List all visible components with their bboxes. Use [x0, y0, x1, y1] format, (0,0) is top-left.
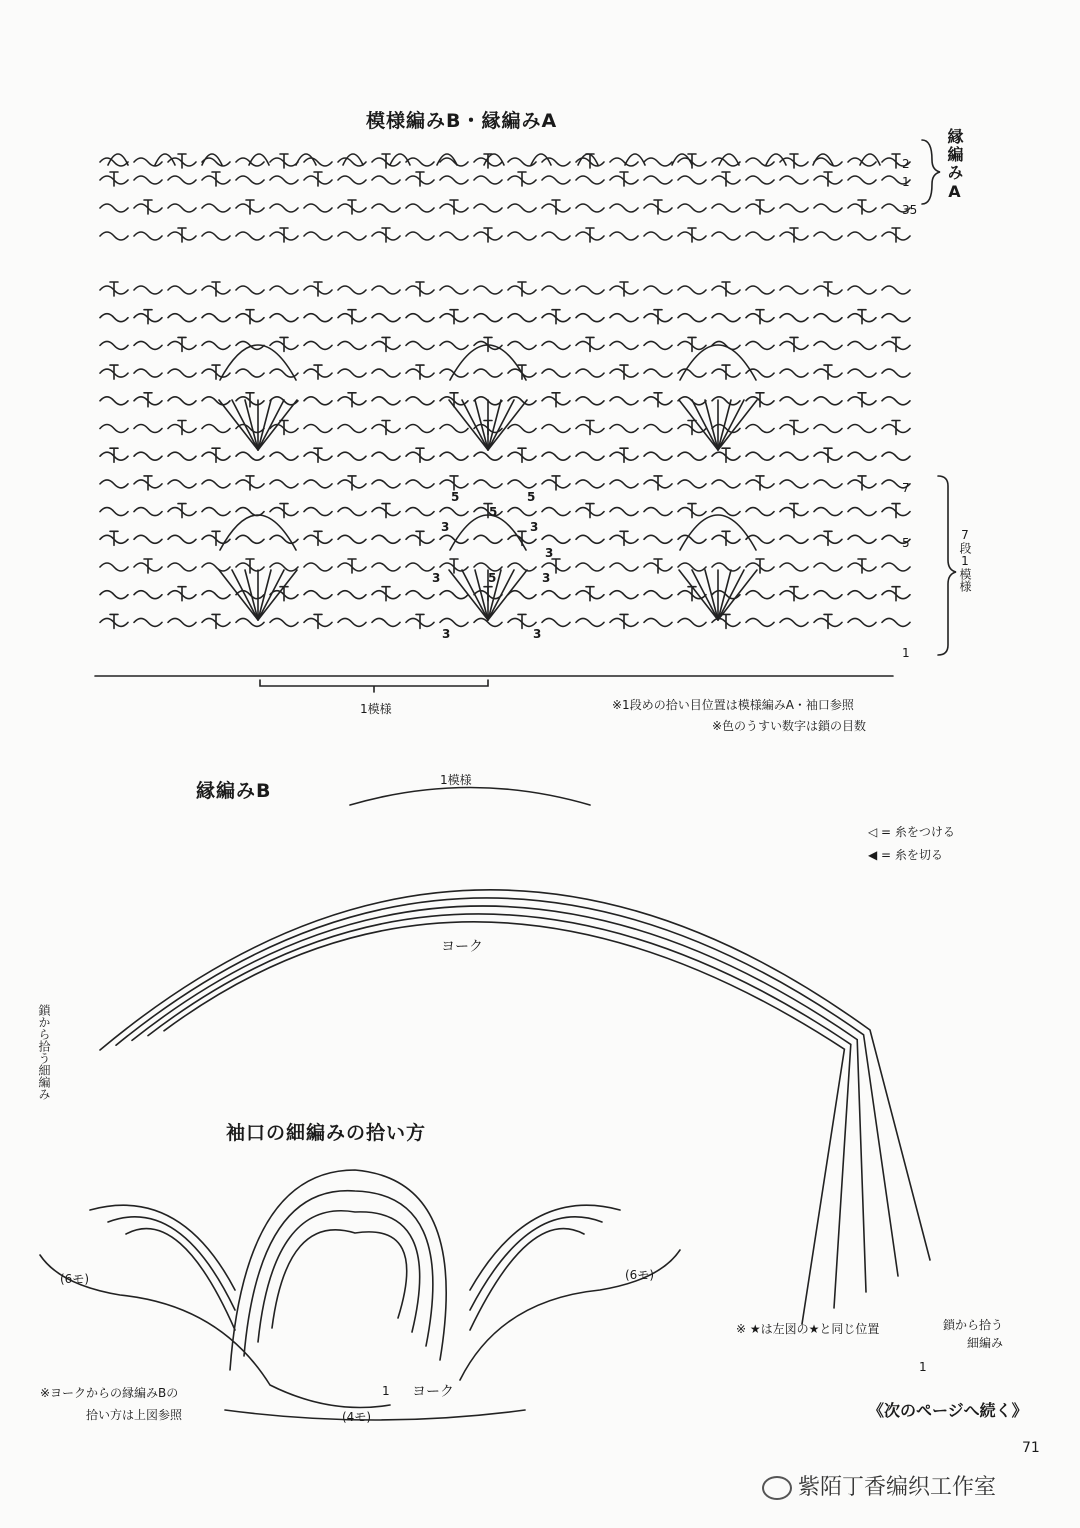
watermark: [762, 1470, 996, 1501]
edge-b-arch: [100, 890, 930, 1324]
sleeve-note-1: ※ヨークからの縁編みBの: [40, 1386, 179, 1400]
count-label: 3: [545, 546, 554, 560]
count-label: 3: [542, 571, 551, 585]
pineapple-motif: [679, 515, 757, 620]
chart-row: [100, 476, 910, 490]
row-marker-1b: 1: [902, 646, 910, 660]
row-marker-1: 1: [902, 175, 910, 189]
repeat-label: 7段1模様: [958, 528, 972, 592]
right-count: 1: [919, 1360, 927, 1374]
chart-row: [100, 531, 910, 545]
edge-b-top-bracket: [350, 788, 590, 806]
count-label: 3: [530, 520, 539, 534]
legend-cut: ◀ = 糸を切る: [868, 848, 943, 862]
count-label: 5: [489, 505, 498, 519]
pineapple-motif: [219, 345, 297, 450]
row-marker-7: 7: [902, 481, 910, 495]
count-label: 5: [451, 490, 460, 504]
chart-row: [100, 337, 910, 351]
sleeve-yoke-label: ヨーク: [412, 1384, 454, 1400]
sleeve-left-count: (6モ): [60, 1272, 89, 1286]
chart-b-repeat-bottom-label: 1模様: [360, 702, 392, 716]
row-marker-2: 2: [902, 157, 910, 171]
chart-b-side-label: 縁編みA: [945, 128, 964, 203]
count-label: 3: [432, 571, 441, 585]
chart-row: [100, 504, 910, 518]
row-marker-35: 35: [902, 203, 918, 217]
chart-row: [100, 200, 910, 214]
edge-b-left-vertical: 鎖から拾う細編み: [37, 1004, 51, 1100]
chart-row: [100, 559, 910, 573]
count-label: 5: [488, 571, 497, 585]
right-label-2: 細編み: [967, 1336, 1004, 1350]
chart-b-title: 模様編みB・縁編みA: [366, 110, 558, 132]
edge-b-title: 縁編みB: [196, 780, 272, 802]
sleeve-diagram: [90, 1170, 620, 1370]
legend-attach: ◁ = 糸をつける: [868, 825, 955, 839]
chart-row: [100, 448, 910, 462]
chart-scallops: [108, 154, 880, 165]
chart-row: [100, 614, 910, 628]
chart-row: [100, 228, 910, 242]
sleeve-start-label: 1: [382, 1384, 390, 1398]
chart-row: [100, 154, 910, 168]
sleeve-note-2: 拾い方は上図参照: [86, 1408, 183, 1422]
sleeve-title: 袖口の細編みの拾い方: [226, 1122, 427, 1144]
star-note: ※ ★は左図の★と同じ位置: [736, 1322, 880, 1336]
repeat-bracket: [260, 680, 488, 692]
continued-label: 《次のページへ続く》: [868, 1401, 1028, 1420]
watermark-text: 紫陌丁香编织工作室: [798, 1475, 997, 1500]
edge-b-top-label: 1模様: [440, 773, 472, 787]
page-number: 71: [1022, 1440, 1040, 1456]
count-label: 3: [442, 627, 451, 641]
chart-b-note-1: ※1段めの拾い目位置は模様編みA・袖口参照: [612, 698, 854, 712]
count-label: 3: [533, 627, 542, 641]
watermark-icon: [762, 1476, 792, 1500]
chart-b-note-2: ※色のうすい数字は鎖の目数: [712, 719, 867, 733]
sleeve-right-count: (6モ): [625, 1268, 654, 1282]
count-label: 5: [527, 490, 536, 504]
right-label-1: 鎖から拾う: [943, 1318, 1004, 1332]
sleeve-bottom-bracket: [225, 1410, 525, 1420]
chart-row: [100, 172, 910, 186]
sleeve-bottom-count: (4モ): [342, 1410, 371, 1424]
repeat-brace: [938, 476, 956, 655]
row-marker-5: 5: [902, 536, 910, 550]
count-label: 3: [441, 520, 450, 534]
chart-row: [100, 282, 910, 296]
edge-b-center-label: ヨーク: [441, 939, 483, 955]
chart-row: [100, 310, 910, 324]
edge-a-brace: [922, 140, 940, 204]
chart-row: [100, 393, 910, 407]
